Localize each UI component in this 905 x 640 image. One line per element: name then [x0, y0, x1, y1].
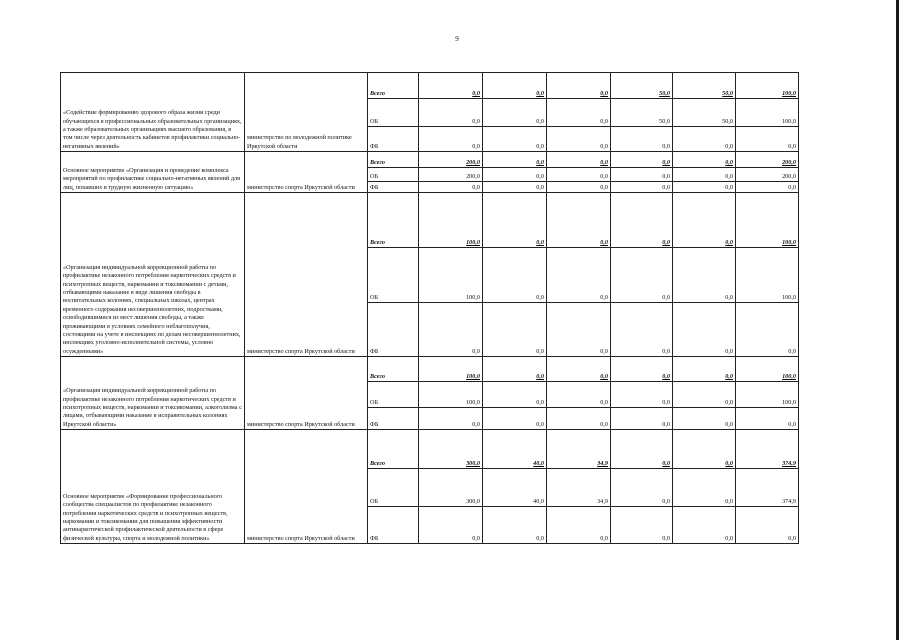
- amount-cell: 300,0: [419, 430, 483, 469]
- amount-cell: 0,0: [547, 182, 611, 193]
- funding-source-cell: ОБ: [368, 168, 419, 182]
- executor-cell: министерство спорта Иркутской области: [245, 357, 368, 430]
- amount-cell: 0,0: [547, 507, 611, 544]
- amount-cell: 0,0: [736, 507, 799, 544]
- amount-cell: 0,0: [419, 99, 483, 127]
- page-number: 9: [455, 35, 459, 43]
- amount-cell: 0,0: [673, 408, 736, 430]
- amount-cell: 0,0: [673, 507, 736, 544]
- funding-source-cell: ОБ: [368, 469, 419, 507]
- amount-cell: 200,0: [736, 152, 799, 168]
- amount-cell: 0,0: [419, 182, 483, 193]
- amount-cell: 100,0: [736, 99, 799, 127]
- amount-cell: 100,0: [736, 248, 799, 303]
- amount-cell: 0,0: [736, 408, 799, 430]
- amount-cell: 100,0: [419, 382, 483, 408]
- amount-cell: 0,0: [611, 357, 673, 382]
- amount-cell: 100,0: [419, 357, 483, 382]
- measure-name-cell: «Организация индивидуальной коррекционной работы по профилактике незаконного потребления наркотических средств и психотропных веществ, наркомании и токсикомании, алкоголизма с лицами, отбывающими наказание в исправительных колониях Иркутской области»: [61, 357, 245, 430]
- amount-cell: 0,0: [611, 193, 673, 248]
- amount-cell: 0,0: [547, 382, 611, 408]
- amount-cell: 0,0: [547, 73, 611, 99]
- amount-cell: 200,0: [419, 152, 483, 168]
- amount-cell: 100,0: [736, 73, 799, 99]
- amount-cell: 100,0: [736, 357, 799, 382]
- amount-cell: 0,0: [547, 193, 611, 248]
- amount-cell: 0,0: [611, 408, 673, 430]
- funding-source-cell: ФБ: [368, 127, 419, 152]
- executor-cell: министерство спорта Иркутской области: [245, 193, 368, 357]
- amount-cell: 0,0: [419, 507, 483, 544]
- executor-cell: министерство по молодежной политике Иркутской области: [245, 73, 368, 152]
- amount-cell: 374,9: [736, 430, 799, 469]
- amount-cell: 50,0: [611, 73, 673, 99]
- amount-cell: 200,0: [736, 168, 799, 182]
- amount-cell: 0,0: [673, 193, 736, 248]
- table-row: [61, 73, 799, 99]
- amount-cell: 34,9: [547, 469, 611, 507]
- amount-cell: 0,0: [673, 168, 736, 182]
- amount-cell: 0,0: [611, 507, 673, 544]
- amount-cell: 0,0: [673, 152, 736, 168]
- amount-cell: 0,0: [547, 99, 611, 127]
- funding-source-cell: ОБ: [368, 99, 419, 127]
- funding-source-cell: ФБ: [368, 408, 419, 430]
- measure-name-cell: «Содействие формированию здорового образа жизни среди обучающихся в профессиональных образовательных организациях, а также образовательных организациях высшего образования, в том числе через деятельность кабинетов профилактики социально-негативных явлений»: [61, 73, 245, 152]
- amount-cell: 0,0: [547, 127, 611, 152]
- amount-cell: 50,0: [611, 99, 673, 127]
- amount-cell: 0,0: [611, 303, 673, 357]
- amount-cell: 0,0: [483, 507, 547, 544]
- amount-cell: 374,9: [736, 469, 799, 507]
- amount-cell: 0,0: [673, 357, 736, 382]
- funding-source-cell: Всего: [368, 152, 419, 168]
- amount-cell: 0,0: [673, 182, 736, 193]
- amount-cell: 300,0: [419, 469, 483, 507]
- amount-cell: 0,0: [483, 152, 547, 168]
- amount-cell: 100,0: [419, 248, 483, 303]
- amount-cell: 0,0: [483, 127, 547, 152]
- amount-cell: 0,0: [673, 382, 736, 408]
- amount-cell: 0,0: [673, 430, 736, 469]
- amount-cell: 100,0: [736, 193, 799, 248]
- amount-cell: 0,0: [611, 469, 673, 507]
- amount-cell: 100,0: [419, 193, 483, 248]
- amount-cell: 0,0: [611, 168, 673, 182]
- amount-cell: 0,0: [611, 182, 673, 193]
- measure-name-cell: Основное мероприятие «Формирование профессионального сообщества специалистов по профилактике незаконного потребления наркотических средств и психотропных веществ, наркомании и токсикомании для повышения эффективности антинаркотической профилактической деятельности в сфере физической культуры, спорта и молодежной политики»: [61, 430, 245, 544]
- table-row: [61, 152, 799, 168]
- measure-name-cell: Основное мероприятие «Организация и проведение комплекса мероприятий по профилактике социально-негативных явлений для лиц, попавших в трудную жизненную ситуацию»: [61, 152, 245, 193]
- amount-cell: 0,0: [419, 408, 483, 430]
- amount-cell: 0,0: [611, 430, 673, 469]
- amount-cell: 200,0: [419, 168, 483, 182]
- funding-source-cell: Всего: [368, 430, 419, 469]
- amount-cell: 0,0: [736, 303, 799, 357]
- amount-cell: 0,0: [483, 382, 547, 408]
- amount-cell: 0,0: [483, 73, 547, 99]
- amount-cell: 0,0: [547, 357, 611, 382]
- funding-source-cell: ФБ: [368, 507, 419, 544]
- executor-cell: министерство спорта Иркутской области: [245, 152, 368, 193]
- amount-cell: 0,0: [483, 303, 547, 357]
- amount-cell: 40,0: [483, 430, 547, 469]
- amount-cell: 0,0: [673, 127, 736, 152]
- amount-cell: 0,0: [547, 248, 611, 303]
- amount-cell: 40,0: [483, 469, 547, 507]
- amount-cell: 0,0: [547, 303, 611, 357]
- amount-cell: 0,0: [483, 357, 547, 382]
- funding-source-cell: ФБ: [368, 182, 419, 193]
- amount-cell: 0,0: [611, 248, 673, 303]
- budget-table: [60, 72, 799, 544]
- amount-cell: 0,0: [483, 168, 547, 182]
- amount-cell: 0,0: [736, 182, 799, 193]
- amount-cell: 0,0: [419, 127, 483, 152]
- executor-cell: министерство спорта Иркутской области: [245, 430, 368, 544]
- amount-cell: 0,0: [611, 152, 673, 168]
- table-row: [61, 193, 799, 248]
- amount-cell: 0,0: [483, 99, 547, 127]
- funding-source-cell: Всего: [368, 73, 419, 99]
- amount-cell: 50,0: [673, 99, 736, 127]
- amount-cell: 34,9: [547, 430, 611, 469]
- amount-cell: 0,0: [611, 382, 673, 408]
- amount-cell: 0,0: [673, 469, 736, 507]
- amount-cell: 0,0: [611, 127, 673, 152]
- funding-source-cell: Всего: [368, 193, 419, 248]
- funding-source-cell: ОБ: [368, 382, 419, 408]
- funding-source-cell: Всего: [368, 357, 419, 382]
- amount-cell: 0,0: [673, 303, 736, 357]
- amount-cell: 0,0: [673, 248, 736, 303]
- scan-edge-line: [896, 0, 899, 640]
- amount-cell: 0,0: [483, 182, 547, 193]
- amount-cell: 0,0: [736, 127, 799, 152]
- table-row: [61, 357, 799, 382]
- amount-cell: 0,0: [547, 168, 611, 182]
- amount-cell: 0,0: [419, 73, 483, 99]
- amount-cell: 0,0: [547, 408, 611, 430]
- amount-cell: 0,0: [547, 152, 611, 168]
- measure-name-cell: «Организация индивидуальной коррекционной работы по профилактике незаконного потребления наркотических средств и психотропных веществ, наркомании и токсикомании с детьми, отбывающими наказание в виде лишения свободы в воспитательных колониях, специальных школах, центрах временного содержания несовершеннолетних, подростками, освободившимися из мест лишения свободы, а также проживающими в условиях семейного неблагополучия, состоящими на учете в инспекциях по делам несовершеннолетних, инспекциях уголовно-исполнительной системы, условно осужденными»: [61, 193, 245, 357]
- amount-cell: 0,0: [483, 248, 547, 303]
- funding-source-cell: ФБ: [368, 303, 419, 357]
- amount-cell: 0,0: [483, 408, 547, 430]
- amount-cell: 100,0: [736, 382, 799, 408]
- table-row: [61, 430, 799, 469]
- funding-source-cell: ОБ: [368, 248, 419, 303]
- amount-cell: 50,0: [673, 73, 736, 99]
- amount-cell: 0,0: [483, 193, 547, 248]
- amount-cell: 0,0: [419, 303, 483, 357]
